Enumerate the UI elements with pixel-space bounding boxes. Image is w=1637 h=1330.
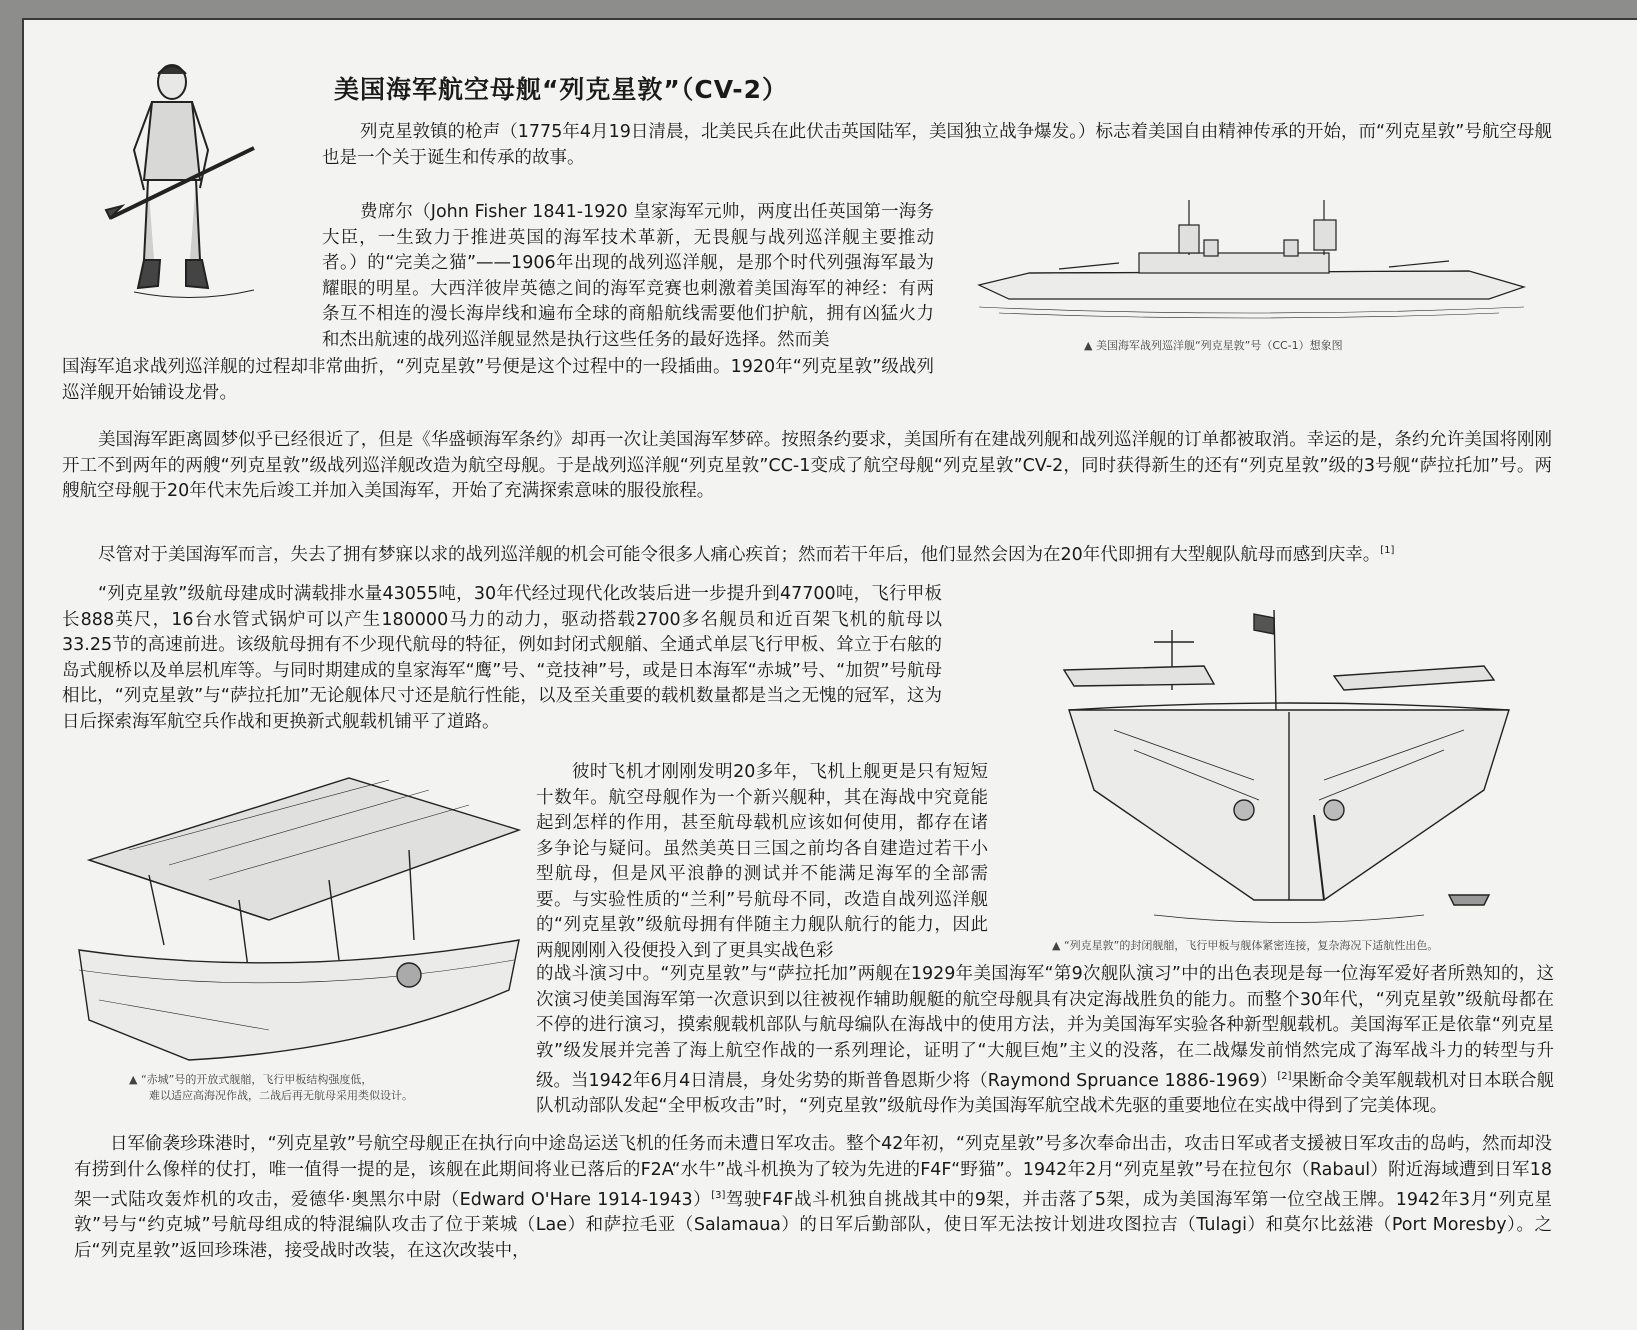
paragraph-7-text: 日军偷袭珍珠港时，“列克星敦”号航空母舰正在执行向中途岛运送飞机的任务而未遭日军攻击。整个42年初，“列克星敦”号多次奉命出击，攻击日军或者支援被日军攻击的岛屿，然而却没有捞到什么像样的仗打，唯一值得一提的是，该舰在此期间将业已落后的F2A“水牛”战斗机换为了较为先进的F4F“野猫”。1942年2月“列克星敦”号在拉包尔（Rabaul）附近海域遭到日军18架一式陆攻轰炸机的攻击，爱德华·奥黑尔中尉（Edward O'Hare 1914-1943） — [74, 1134, 1552, 1210]
paragraph-2a: 费席尔（John Fisher 1841-1920 皇家海军元帅，两度出任英国第一海务大臣，一生致力于推进英国的海军技术革新，无畏舰与战列巡洋舰主要推动者。）的“完美之猫”——1906年出现的战列巡洋舰，是那个时代列强海军最为耀眼的明星。大西洋彼岸英德之间的海军竞赛也刺激着美国海军的神经：有两条互不相连的漫长海岸线和遍布全球的商船航线需要他们护航，拥有凶猛火力和杰出航速的战列巡洋舰显然是执行这些任务的最好选择。然而美 — [322, 202, 934, 350]
caption-akagi-2: 难以适应高海况作战，二战后再无航母采用类似设计。 — [149, 1089, 413, 1102]
akagi-bow-illustration — [69, 770, 529, 1070]
paragraph-6b-text: 的战斗演习中。“列克星敦”与“萨拉托加”两舰在1929年美国海军“第9次舰队演习”中的出色表现是每一位海军爱好者所熟知的，这次演习使美国海军第一次意识到以往被视作辅助舰艇的航空母舰具有决定海战胜负的能力。而整个30年代，“列克星敦”级航母都在不停的进行演习，摸索舰载机部队与航母编队在海战中的使用方法，并为美国海军实验各种新型舰载机。美国海军正是依靠“列克星敦”级发展并完善了海上航空作战的一系列理论，证明了“大舰巨炮”主义的没落，在二战爆发前悄然完成了海军战斗力的转型与升级。当1942年6月4日清晨，身处劣势的斯普鲁恩斯少将（Raymond Spruance 1886-1969） — [536, 964, 1554, 1091]
lexington-bow-illustration — [1054, 600, 1524, 930]
battlecruiser-cc1-illustration — [969, 195, 1529, 325]
article-title: 美国海军航空母舰“列克星敦”（CV-2） — [334, 75, 789, 104]
footnote-ref-1: [1] — [1380, 545, 1395, 556]
paragraph-7 — [74, 1132, 1552, 1264]
paragraph-5: “列克星敦”级航母建成时满载排水量43055吨，30年代经过现代化改装后进一步提升到47700吨，飞行甲板长888英尺，16台水管式锅炉可以产生180000马力的动力，驱动搭载2700多名舰员和近百架飞机的航母以33.25节的高速前进。该级航母拥有不少现代航母的特征，例如封闭式舰艏、全通式单层飞行甲板、耸立于右舷的岛式舰桥以及单层机库等。与同时期建成的皇家海军“鹰”号、“竞技神”号，或是日本海军“赤城”号、“加贺”号航母相比，“列克星敦”与“萨拉托加”无论舰体尺寸还是航行性能，以及至关重要的载机数量都是当之无愧的冠军，这为日后探索海军航空兵作战和更换新式舰载机铺平了道路。 — [62, 584, 942, 732]
footnote-ref-2: [2] — [1277, 1071, 1292, 1082]
paragraph-7b-text: 驾驶F4F战斗机独自挑战其中的9架，并击落了5架，成为美国海军第一位空战王牌。1942年3月“列克星敦”号与“约克城”号航母组成的特混编队攻击了位于莱城（Lae）和萨拉毛亚（Salamaua）的日军后勤部队，使日军无法按计划进攻图拉吉（Tulagi）和莫尔比兹港（Port Moresby）。之后“列克星敦”返回珍珠港，接受战时改装，在这次改装中， — [74, 1189, 1552, 1261]
footnote-ref-3: [3] — [711, 1190, 726, 1201]
paragraph-6b — [536, 962, 1554, 1120]
paragraph-6c-text: 果断命令美军舰载机对日本联合舰队机动部队发起“全甲板攻击”时，“列克星敦”级航母作为美国海军航空战术先驱的重要地位在实战中得到了完美体现。 — [536, 1070, 1555, 1117]
paragraph-2b: 国海军追求战列巡洋舰的过程却非常曲折，“列克星敦”号便是这个过程中的一段插曲。1920年“列克星敦”级战列巡洋舰开始铺设龙骨。 — [62, 357, 934, 403]
minuteman-illustration — [104, 60, 274, 300]
magazine-page — [22, 18, 1637, 1330]
paragraph-3: 美国海军距离圆梦似乎已经很近了，但是《华盛顿海军条约》却再一次让美国海军梦碎。按照条约要求，美国所有在建战列舰和战列巡洋舰的订单都被取消。幸运的是，条约允许美国将刚刚开工不到两年的两艘“列克星敦”级战列巡洋舰改造为航空母舰。于是战列巡洋舰“列克星敦”CC-1变成了航空母舰“列克星敦”CV-2，同时获得新生的还有“列克星敦”级的3号舰“萨拉托加”号。两艘航空母舰于20年代末先后竣工并加入美国海军，开始了充满探索意味的服役旅程。 — [62, 430, 1552, 501]
caption-cc1: ▲ 美国海军战列巡洋舰“列克星敦”号（CC-1）想象图 — [1084, 339, 1343, 352]
paragraph-4-text: 尽管对于美国海军而言，失去了拥有梦寐以求的战列巡洋舰的机会可能令很多人痛心疾首；然而若干年后，他们显然会因为在20年代即拥有大型舰队航母而感到庆幸。 — [98, 544, 1381, 565]
paragraph-1: 列克星敦镇的枪声（1775年4月19日清晨，北美民兵在此伏击英国陆军，美国独立战争爆发。）标志着美国自由精神传承的开始，而“列克星敦”号航空母舰也是一个关于诞生和传承的故事。 — [322, 122, 1552, 168]
paragraph-4 — [62, 538, 1552, 568]
caption-akagi-1: ▲ “赤城”号的开放式舰艏，飞行甲板结构强度低， — [129, 1073, 373, 1086]
caption-bow: ▲ “列克星敦”的封闭舰艏，飞行甲板与舰体紧密连接，复杂海况下适航性出色。 — [1052, 939, 1439, 952]
paragraph-6a: 彼时飞机才刚刚发明20多年，飞机上舰更是只有短短十数年。航空母舰作为一个新兴舰种，其在海战中究竟能起到怎样的作用，甚至航母载机应该如何使用，都存在诸多争论与疑问。虽然美英日三国之前均各自建造过若干小型航母，但是风平浪静的测试并不能满足海军的全部需要。与实验性质的“兰利”号航母不同，改造自战列巡洋舰的“列克星敦”级航母拥有伴随主力舰队航行的能力，因此两舰刚刚入役便投入到了更具实战色彩 — [536, 762, 988, 961]
